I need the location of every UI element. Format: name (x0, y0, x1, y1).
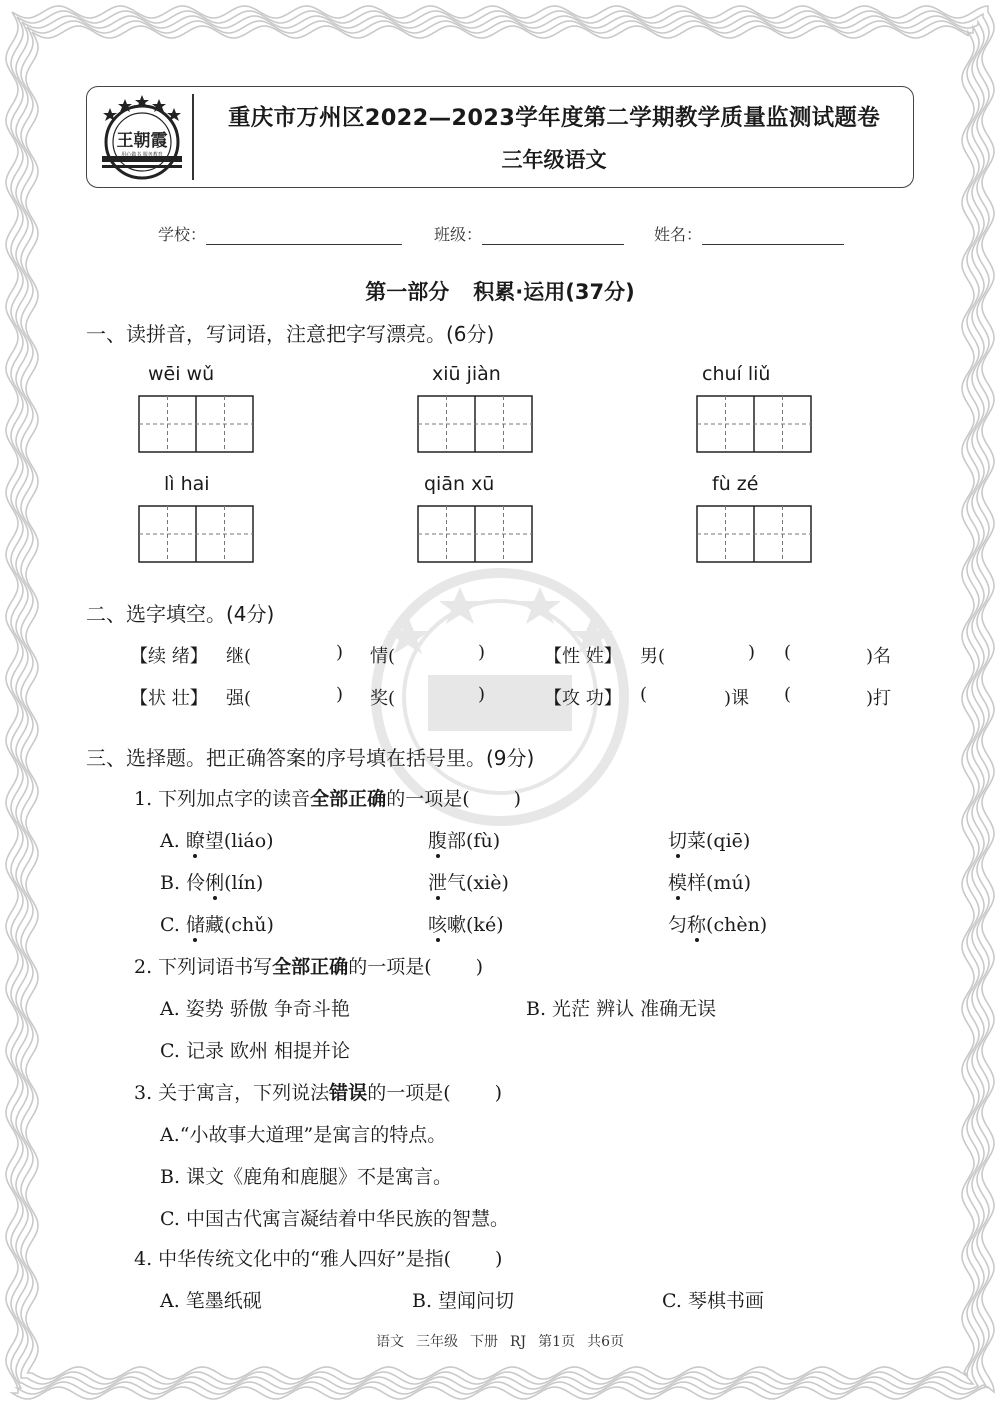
q2-row1-right-b-open[interactable]: ( (784, 642, 792, 663)
q3-sub2-option-b[interactable]: B. 光茫 辨认 准确无误 (526, 998, 717, 1020)
q3-sub1-stem (134, 784, 521, 811)
footer-total: 共6页 (587, 1334, 624, 1350)
q3-sub1-option-c-item2 (428, 910, 504, 937)
q3-sub3-stem-prefix: 3. 关于寓言，下列说法 (134, 1082, 330, 1104)
part1-label: 第一部分 (365, 280, 450, 304)
q1-title: 一、读拼音，写词语，注意把字写漂亮。(6分) (86, 322, 495, 346)
q3-sub2-stem-bold: 全部正确 (272, 956, 349, 978)
q1-item-4-pinyin: lì hai (164, 473, 210, 495)
q1-item-5-pinyin: qiān xū (424, 473, 495, 495)
q2-row1-right-group: 【性 姓】 (544, 646, 622, 667)
dotted-char: 俐 (205, 868, 224, 895)
dotted-char: 切 (668, 826, 687, 853)
wang-zhaoxia-seal-icon (96, 92, 188, 184)
q3-sub2-option-a[interactable]: A. 姿势 骄傲 争奇斗艳 (160, 998, 350, 1020)
option-text: 菜(qiē) (687, 830, 751, 852)
q2-row1-right-a-close: ) (748, 642, 756, 663)
q3-sub1-option-b[interactable] (160, 868, 263, 895)
dotted-char: 瞭 (186, 826, 205, 853)
dotted-char: 称 (687, 910, 706, 937)
school-label: 学校： (158, 225, 207, 244)
option-text: 藏(chǔ) (204, 914, 274, 936)
footer-grade: 三年级 (416, 1334, 458, 1350)
q1-writing-grid[interactable] (138, 395, 254, 453)
footer-volume: 下册 (470, 1334, 498, 1350)
q2-row2-left-b[interactable]: 奖( (370, 688, 396, 709)
class-label: 班级： (434, 225, 483, 244)
q3-sub1-stem-suffix: 的一项是( (386, 788, 470, 810)
q3-sub4-stem (134, 1244, 502, 1271)
name-label: 姓名： (654, 225, 703, 244)
q3-sub1-option-a[interactable] (160, 826, 274, 853)
page-title: 重庆市万州区2022—2023学年度第二学期教学质量监测试题卷 (227, 105, 881, 131)
q3-sub4-stem-text: 4. 中华传统文化中的“雅人四好”是指( (134, 1248, 452, 1270)
q1-writing-grid[interactable] (417, 395, 533, 453)
q1-item-3-pinyin: chuí liǔ (702, 363, 771, 385)
option-text: 气(xiè) (447, 872, 509, 894)
q3-sub4-stem-close: ) (495, 1248, 503, 1270)
q3-sub1-stem-prefix: 1. 下列加点字的读音 (134, 788, 311, 810)
q3-title: 三、选择题。把正确答案的序号填在括号里。(9分) (86, 746, 535, 770)
part1-title (0, 276, 1000, 306)
q2-row1-left-b[interactable]: 情( (370, 646, 396, 667)
school-input-line[interactable] (206, 227, 402, 245)
option-text: (chèn) (706, 914, 768, 936)
q2-row2-left-b-close: ) (478, 684, 486, 705)
q3-sub4-option-b[interactable]: B. 望闻问切 (412, 1290, 515, 1312)
q3-sub4-option-c[interactable]: C. 琴棋书画 (662, 1290, 764, 1312)
header-divider (192, 94, 194, 180)
dotted-char: 腹 (428, 826, 447, 853)
q1-writing-grid[interactable] (138, 505, 254, 563)
q2-row1-right-a[interactable]: 男( (640, 646, 666, 667)
page-footer (0, 1331, 1000, 1351)
q2-row1-left-group: 【续 绪】 (130, 646, 208, 667)
q2-title: 二、选字填空。(4分) (86, 602, 275, 626)
q2-row1-left-b-close: ) (478, 642, 486, 663)
q2-row2-right-group: 【攻 功】 (544, 688, 622, 709)
name-input-line[interactable] (702, 227, 844, 245)
option-label: A. (160, 830, 180, 852)
q3-sub4-option-a[interactable]: A. 笔墨纸砚 (160, 1290, 262, 1312)
q3-sub3-stem (134, 1078, 502, 1105)
q3-sub3-option-a[interactable]: A.“小故事大道理”是寓言的特点。 (160, 1124, 447, 1146)
dotted-char: 泄 (428, 868, 447, 895)
q2-row2-left-group: 【状 壮】 (130, 688, 208, 709)
option-label: C. (160, 914, 180, 936)
q3-sub3-stem-bold: 错误 (329, 1082, 368, 1104)
q3-sub1-stem-bold: 全部正确 (310, 788, 387, 810)
q2-row2-left-a-close: ) (336, 684, 344, 705)
q2-row2-right-a: )课 (724, 688, 750, 709)
dotted-char: 模 (668, 868, 687, 895)
option-text: 嗽(ké) (447, 914, 504, 936)
q3-sub2-stem-close: ) (475, 956, 484, 978)
q2-row1-right-b: )名 (866, 646, 892, 667)
page-subtitle: 三年级语文 (501, 148, 607, 172)
q3-sub2-option-c[interactable]: C. 记录 欧州 相提并论 (160, 1040, 351, 1062)
dotted-char: 咳 (428, 910, 447, 937)
class-input-line[interactable] (482, 227, 624, 245)
q1-item-2-pinyin: xiū jiàn (432, 363, 501, 385)
q3-sub2-stem-suffix: 的一项是( (348, 956, 432, 978)
q2-row1-left-a[interactable]: 继( (226, 646, 252, 667)
part1-subtitle: 积累·运用(37分) (473, 280, 635, 304)
q3-sub1-option-b-item3 (668, 868, 751, 895)
q2-row2-left-a[interactable]: 强( (226, 688, 252, 709)
q3-sub1-option-c[interactable] (160, 910, 274, 937)
q3-sub1-option-c-item3 (668, 910, 767, 937)
q3-sub3-option-c[interactable]: C. 中国古代寓言凝结着中华民族的智慧。 (160, 1208, 509, 1230)
q3-sub1-stem-close: ) (513, 788, 522, 810)
q3-sub1-option-b-item2 (428, 868, 509, 895)
q2-row1-left-a-close: ) (336, 642, 344, 663)
q3-sub3-option-b[interactable]: B. 课文《鹿角和鹿腿》不是寓言。 (160, 1166, 453, 1188)
logo-slogan: 用心做书 服务教育 (121, 152, 163, 158)
q3-sub2-stem-prefix: 2. 下列词语书写 (134, 956, 273, 978)
name-field[interactable] (654, 222, 844, 245)
q3-sub1-option-a-item2 (428, 826, 500, 853)
q3-sub3-stem-close: ) (494, 1082, 503, 1104)
q1-item-1-pinyin: wēi wǔ (148, 363, 215, 385)
footer-edition: RJ (510, 1334, 527, 1350)
footer-page: 第1页 (538, 1334, 576, 1350)
q2-row2-right-b: )打 (866, 688, 892, 709)
option-text: 部(fù) (447, 830, 501, 852)
q2-row2-right-a-open[interactable]: ( (640, 684, 648, 705)
option-label: B. (160, 872, 181, 894)
option-text: 伶 (186, 872, 206, 894)
q2-row2-right-b-open[interactable]: ( (784, 684, 792, 705)
class-field[interactable] (434, 222, 624, 245)
q1-writing-grid[interactable] (696, 395, 812, 453)
q1-writing-grid[interactable] (696, 505, 812, 563)
option-text: 样(mú) (687, 872, 752, 894)
option-text: 望(liáo) (204, 830, 274, 852)
q1-item-6-pinyin: fù zé (712, 473, 759, 495)
footer-subject: 语文 (376, 1334, 404, 1350)
q3-sub1-option-a-item3 (668, 826, 750, 853)
q3-sub3-stem-suffix: 的一项是( (367, 1082, 451, 1104)
school-field[interactable] (158, 222, 402, 245)
dotted-char: 储 (186, 910, 205, 937)
q1-writing-grid[interactable] (417, 505, 533, 563)
option-text: (lín) (224, 872, 264, 894)
q3-sub2-stem (134, 952, 483, 979)
option-text: 匀 (668, 914, 688, 936)
logo-text: 王朝霞 (116, 131, 168, 151)
